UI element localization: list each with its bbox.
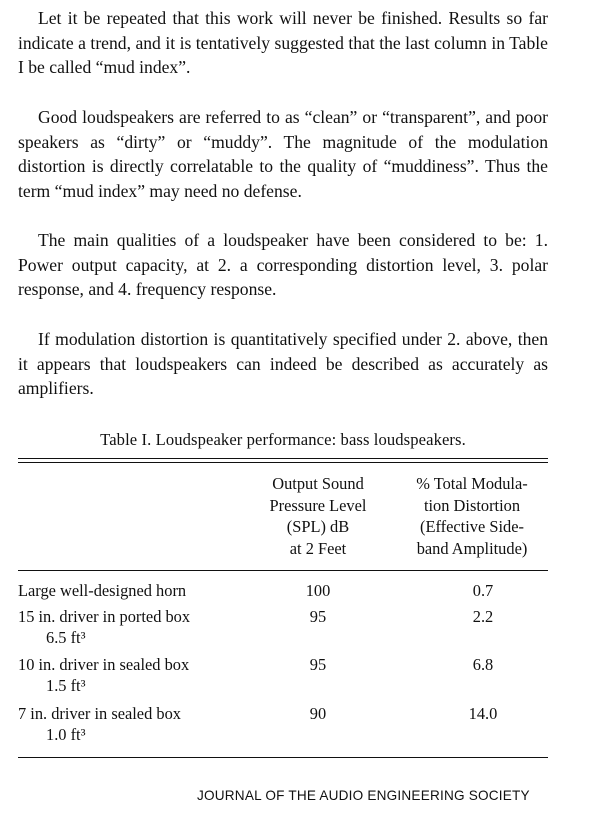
header-spl-line: at 2 Feet	[289, 538, 347, 558]
row-spl: 95	[309, 607, 327, 626]
row-name: 10 in. driver in sealed box	[18, 655, 190, 674]
row-distortion: 0.7	[472, 581, 494, 600]
paragraph-clean-muddy: Good loudspeakers are referred to as “clean” or “transparent”, and poor speakers as “dirty” or “muddy”. The magnitude of the modulation distortion is directly correlatable to the quality of “muddiness”. Thus the term “mud index” may need no defense.	[18, 107, 548, 202]
row-name: 15 in. driver in ported box	[18, 607, 191, 626]
row-spl: 95	[309, 655, 327, 674]
table-top-rule-inner	[18, 462, 548, 463]
row-volume: 1.0 ft³	[46, 725, 86, 744]
table-caption: Table I. Loudspeaker performance: bass loudspeakers.	[100, 430, 466, 449]
paragraph-modulation-distortion: If modulation distortion is quantitatively specified under 2. above, then it appears that loudspeakers can indeed be described as accurately as amplifiers.	[18, 329, 548, 399]
table-top-rule	[18, 458, 548, 459]
table-header-rule	[18, 570, 548, 571]
header-distortion-line: % Total Modula-	[416, 474, 528, 493]
header-spl	[243, 473, 393, 559]
row-distortion: 6.8	[472, 655, 494, 674]
row-volume: 1.5 ft³	[46, 676, 86, 695]
header-spl-line: Pressure Level	[269, 495, 367, 515]
row-spl: 100	[305, 581, 331, 600]
paragraph-main-qualities: The main qualities of a loudspeaker have been considered to be: 1. Power output capacity, at 2. a corresponding distortion level, 3. polar response, and 4. frequency response.	[18, 230, 548, 300]
row-distortion: 14.0	[468, 704, 498, 723]
row-name: Large well-designed horn	[18, 581, 187, 600]
header-distortion-line: band Amplitude)	[416, 538, 528, 558]
row-spl: 90	[309, 704, 327, 723]
journal-footer: JOURNAL OF THE AUDIO ENGINEERING SOCIETY	[197, 788, 530, 803]
table-bottom-rule	[18, 757, 548, 758]
paragraph-repeated-work: Let it be repeated that this work will never be finished. Results so far indicate a trend, and it is tentatively suggested that the last column in Table I be called “mud index”.	[18, 8, 548, 78]
header-spl-line: (SPL) dB	[286, 517, 350, 536]
row-name: 7 in. driver in sealed box	[18, 704, 181, 723]
header-distortion	[392, 473, 552, 559]
row-distortion: 2.2	[472, 607, 494, 626]
header-spl-line: Output Sound	[272, 474, 364, 493]
row-volume: 6.5 ft³	[46, 628, 86, 647]
header-distortion-line: tion Distortion	[423, 495, 521, 515]
header-distortion-line: (Effective Side-	[420, 517, 524, 536]
